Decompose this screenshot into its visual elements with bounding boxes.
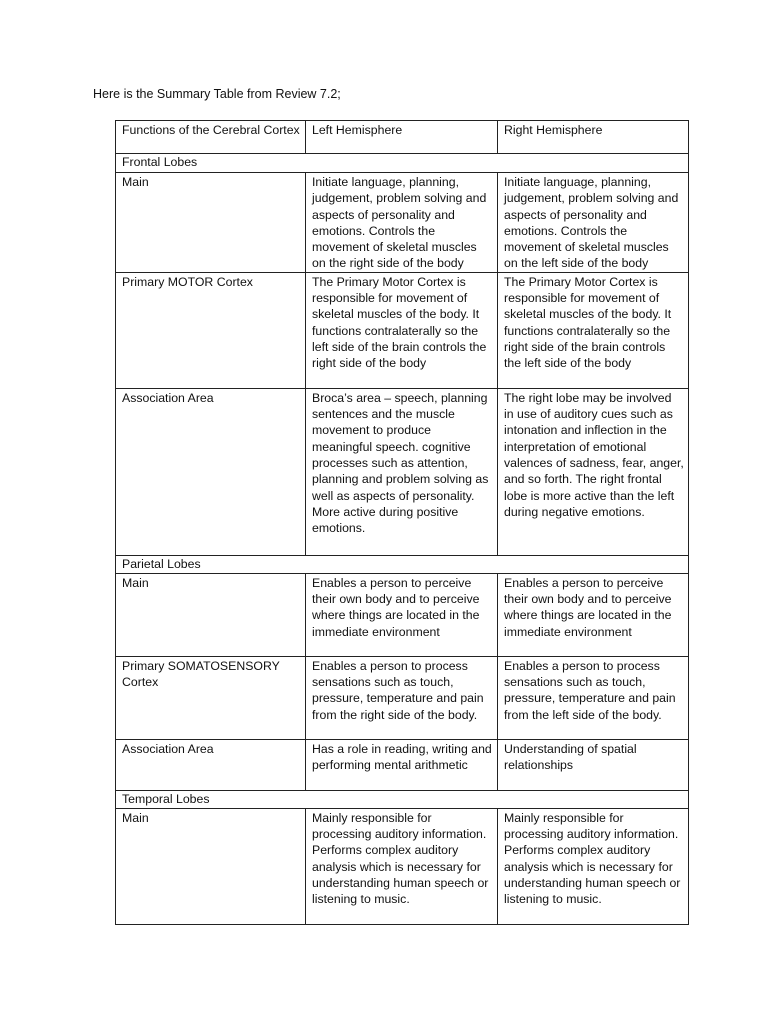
row-label: Association Area [116, 388, 306, 555]
header-functions: Functions of the Cerebral Cortex [116, 121, 306, 154]
left-hemisphere-cell: Broca’s area – speech, planning sentences and the muscle movement to produce meaningful speech. cognitive processes such as attention, planning and problem solving as well as aspects of personality. More active during positive emotions. [306, 388, 498, 555]
right-hemisphere-cell: The Primary Motor Cortex is responsible for movement of skeletal muscles of the body. It functions contralaterally so the right side of the brain controls the left side of the body [498, 272, 689, 388]
table-row [116, 573, 689, 656]
left-hemisphere-cell: Has a role in reading, writing and performing mental arithmetic [306, 739, 498, 790]
table-row [116, 656, 689, 739]
row-label: Main [116, 573, 306, 656]
table-row [116, 272, 689, 388]
table-row [116, 388, 689, 555]
left-hemisphere-cell: Enables a person to perceive their own body and to perceive where things are located in the immediate environment [306, 573, 498, 656]
right-hemisphere-cell: Enables a person to process sensations such as touch, pressure, temperature and pain from the left side of the body. [498, 656, 689, 739]
right-hemisphere-cell: Initiate language, planning, judgement, problem solving and aspects of personality and emotions. Controls the movement of skeletal muscles on the left side of the body [498, 173, 689, 273]
row-label: Main [116, 173, 306, 273]
right-hemisphere-cell: Mainly responsible for processing auditory information. Performs complex auditory analysis which is necessary for understanding human speech or listening to music. [498, 808, 689, 924]
section-row-parietal-lobes [116, 555, 689, 573]
section-row-frontal-lobes [116, 154, 689, 173]
header-left-hemisphere: Left Hemisphere [306, 121, 498, 154]
left-hemisphere-cell: Initiate language, planning, judgement, problem solving and aspects of personality and emotions. Controls the movement of skeletal muscles on the right side of the body [306, 173, 498, 273]
right-hemisphere-cell: The right lobe may be involved in use of auditory cues such as intonation and inflection in the interpretation of emotional valences of sadness, fear, anger, and so forth. The right frontal lobe is more active than the left during negative emotions. [498, 388, 689, 555]
section-row-temporal-lobes [116, 790, 689, 808]
section-title: Frontal Lobes [116, 154, 689, 173]
summary-table [115, 120, 689, 925]
section-title: Parietal Lobes [116, 555, 689, 573]
table-row [116, 739, 689, 790]
right-hemisphere-cell: Enables a person to perceive their own body and to perceive where things are located in the immediate environment [498, 573, 689, 656]
table-row [116, 173, 689, 273]
intro-text: Here is the Summary Table from Review 7.2; [93, 87, 341, 101]
row-label: Primary MOTOR Cortex [116, 272, 306, 388]
right-hemisphere-cell: Understanding of spatial relationships [498, 739, 689, 790]
header-right-hemisphere: Right Hemisphere [498, 121, 689, 154]
row-label: Main [116, 808, 306, 924]
row-label: Primary SOMATOSENSORY Cortex [116, 656, 306, 739]
left-hemisphere-cell: The Primary Motor Cortex is responsible for movement of skeletal muscles of the body. It functions contralaterally so the left side of the brain controls the right side of the body [306, 272, 498, 388]
left-hemisphere-cell: Mainly responsible for processing auditory information. Performs complex auditory analysis which is necessary for understanding human speech or listening to music. [306, 808, 498, 924]
row-label: Association Area [116, 739, 306, 790]
table-header-row [116, 121, 689, 154]
table-row [116, 808, 689, 924]
section-title: Temporal Lobes [116, 790, 689, 808]
left-hemisphere-cell: Enables a person to process sensations such as touch, pressure, temperature and pain from the right side of the body. [306, 656, 498, 739]
